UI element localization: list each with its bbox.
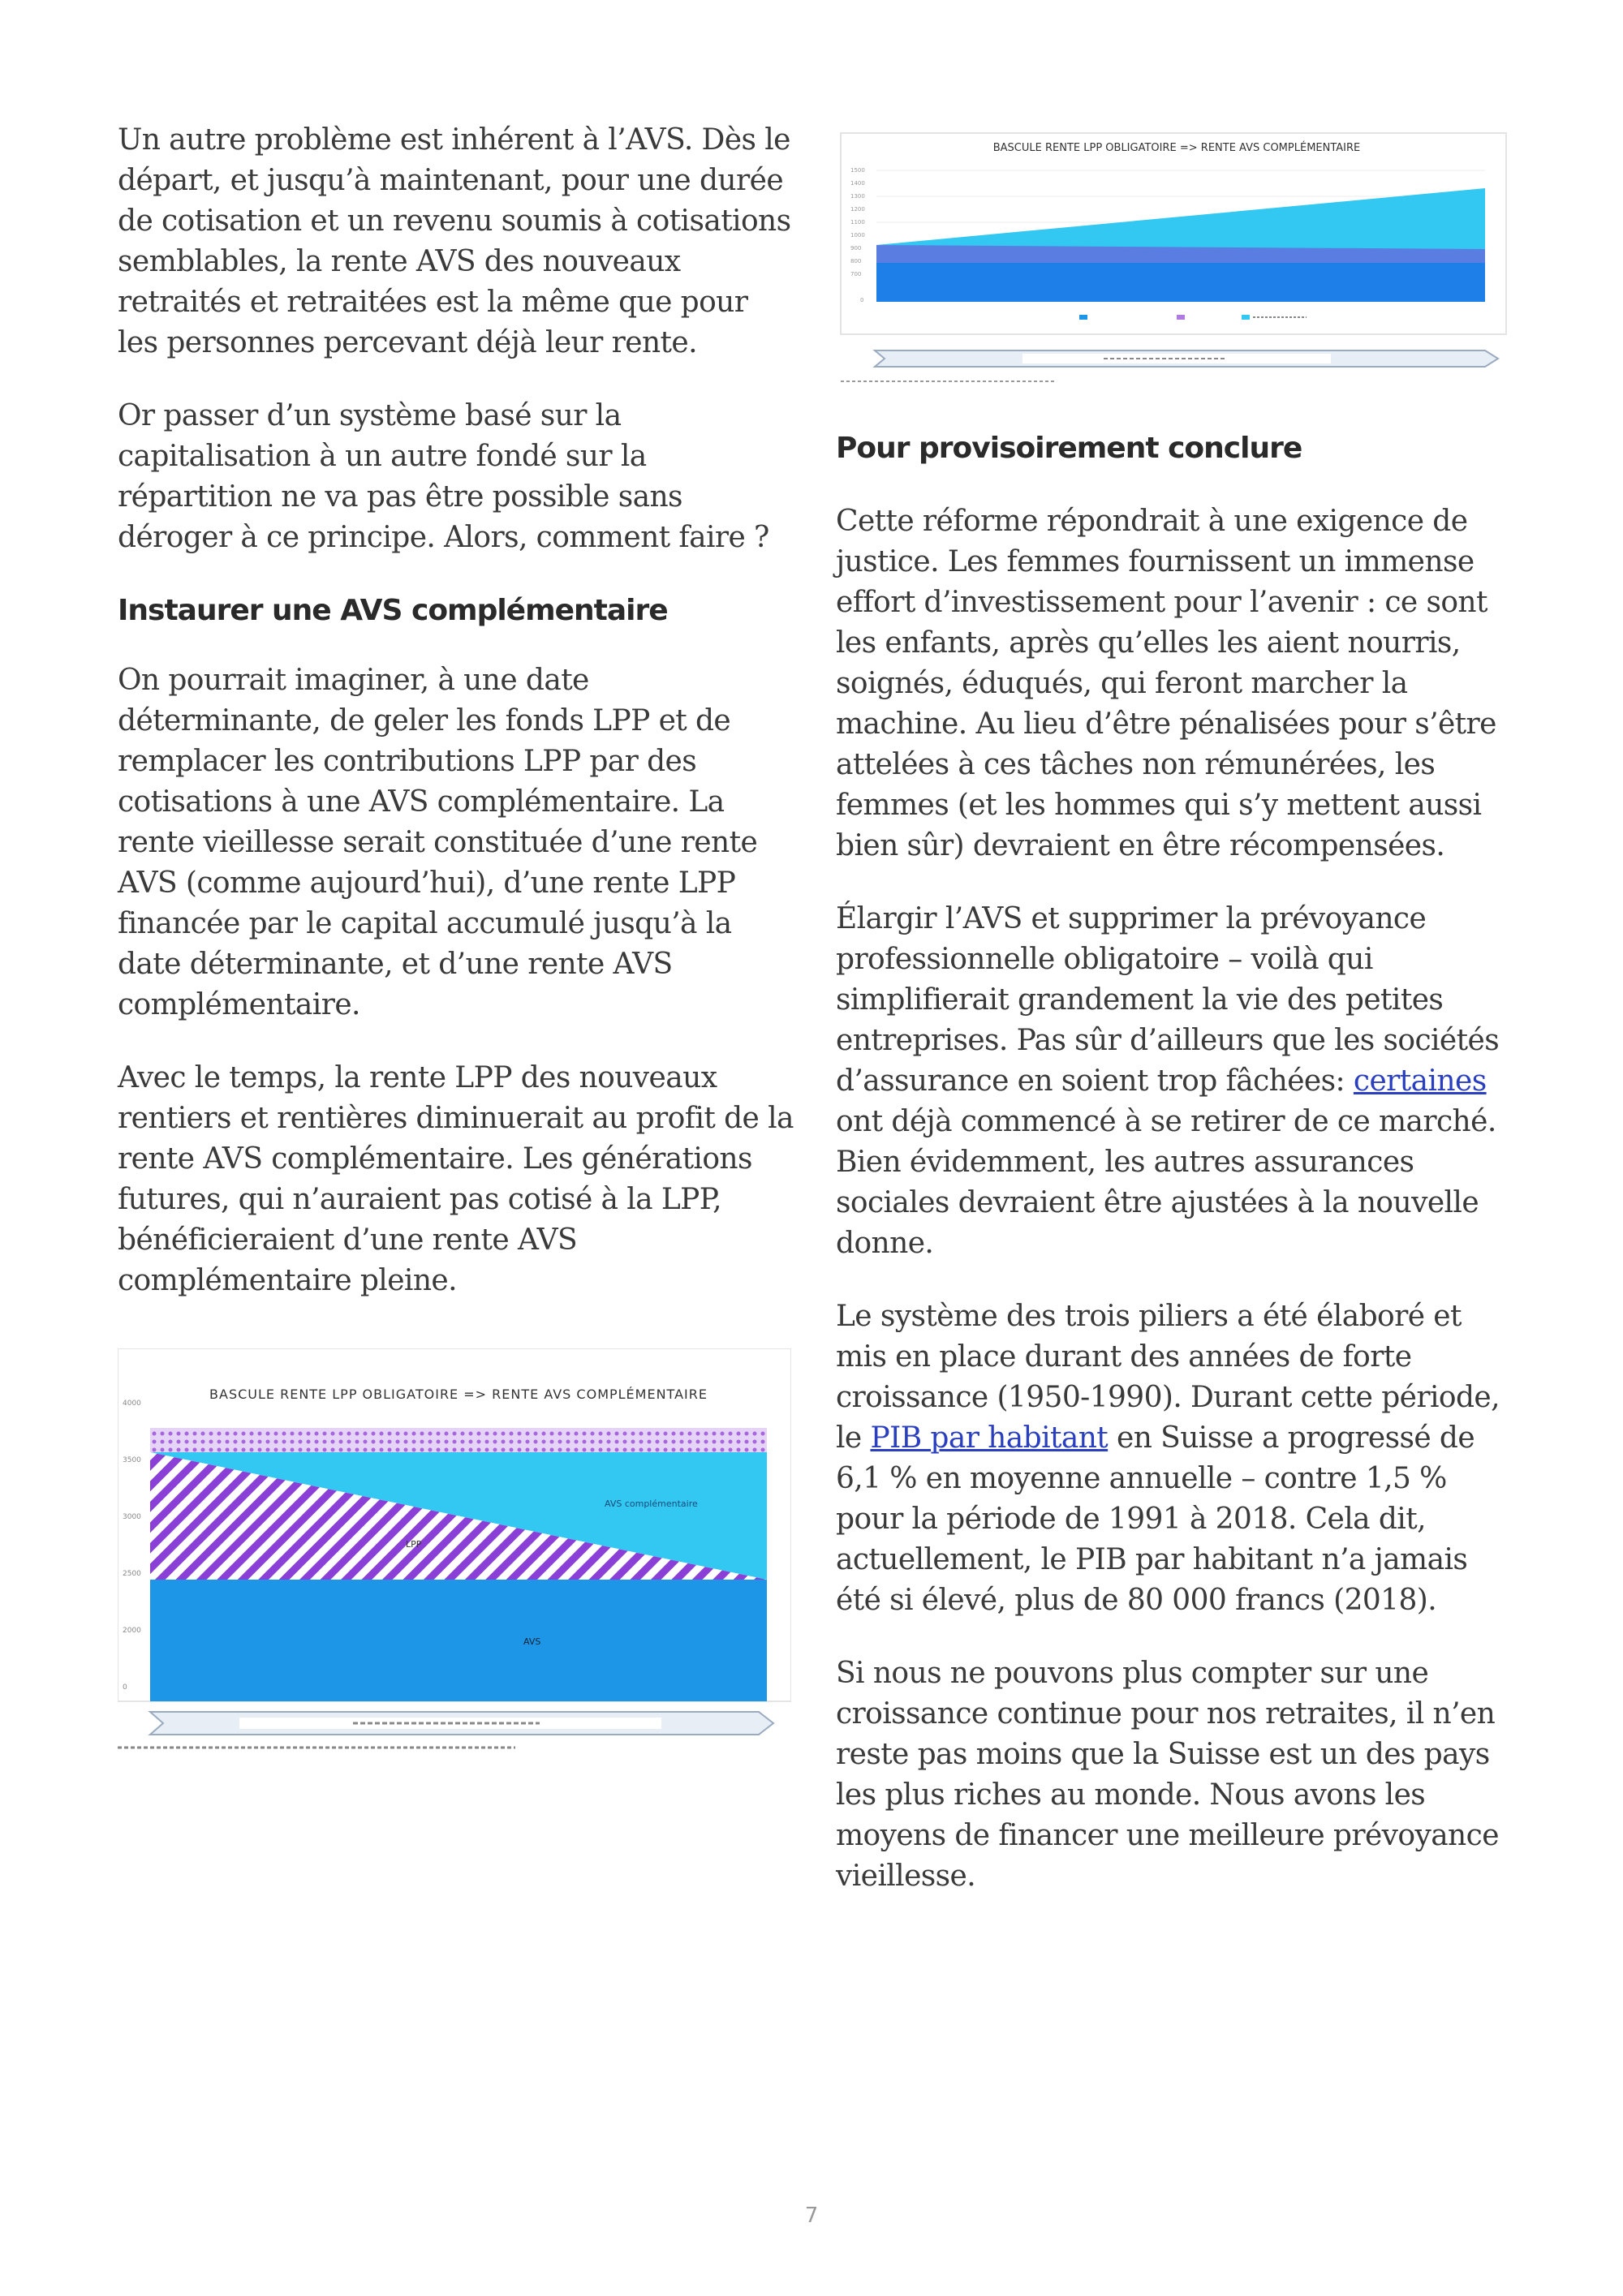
paragraph: Or passer d’un système basé sur la capitalisation à un autre fondé sur la répartition ne va pas être possible sans déroger à ce principe. Alors, comment faire ? — [118, 399, 769, 554]
svg-text:2500: 2500 — [123, 1570, 141, 1578]
section-heading: Instaurer une AVS complémentaire — [118, 594, 668, 627]
svg-text:3500: 3500 — [123, 1456, 141, 1464]
legend-swatch-avs — [1079, 315, 1087, 320]
area-avs — [150, 1580, 767, 1701]
link-certaines[interactable]: certaines — [1353, 1064, 1487, 1098]
chart-bascule-small — [836, 131, 1518, 391]
chart-title: BASCULE RENTE LPP OBLIGATOIRE => RENTE AVS COMPLÉMENTAIRE — [209, 1387, 708, 1402]
svg-text:0: 0 — [860, 297, 864, 303]
svg-text:1300: 1300 — [850, 193, 865, 200]
chart-bascule-large — [118, 1348, 795, 1754]
paragraph-text: Le système des trois piliers a été élaboré et mis en place durant des années de forte croissance (1950-1990). Durant cette période, le — [836, 1300, 1500, 1455]
svg-text:700: 700 — [850, 271, 862, 277]
svg-text:3000: 3000 — [123, 1513, 141, 1521]
paragraph-text: en Suisse a progressé de 6,1 % en moyenne annuelle – contre 1,5 % pour la période de 1991 à 2018. Cela dit, actuellement, le PIB par habitant n’a jamais été si élevé, plus de 80 000 francs (2018). — [836, 1421, 1475, 1617]
paragraph: Un autre problème est inhérent à l’AVS. Dès le départ, et jusqu’à maintenant, pour une durée de cotisation et un revenu soumis à cotisations semblables, la rente AVS des nouveaux retraités et retraitées est la même que pour les personnes percevant déjà leur rente. — [118, 123, 791, 359]
label-avs: AVS — [523, 1636, 541, 1647]
top-band — [150, 1428, 767, 1452]
right-column — [836, 131, 1518, 1929]
svg-text:1100: 1100 — [850, 219, 865, 226]
paragraph — [836, 1296, 1518, 1621]
label-lpp: LPP — [406, 1539, 422, 1550]
chart-small-svg — [836, 131, 1509, 391]
svg-text:1500: 1500 — [850, 167, 865, 174]
legend-swatch-avs-complementaire — [1242, 315, 1250, 320]
link-pib-par-habitant[interactable]: PIB par habitant — [870, 1421, 1109, 1455]
svg-text:900: 900 — [850, 245, 862, 252]
paragraph — [836, 899, 1518, 1264]
page-number: 7 — [804, 2204, 819, 2228]
svg-text:800: 800 — [850, 258, 862, 264]
paragraph-text: ont déjà commencé à se retirer de ce marché. Bien évidemment, les autres assurances sociales devraient être ajustées à la nouvelle donne. — [836, 1105, 1496, 1260]
svg-text:1400: 1400 — [850, 180, 865, 187]
section-heading: Pour provisoirement conclure — [836, 432, 1302, 465]
svg-text:0: 0 — [123, 1683, 127, 1692]
left-column — [118, 120, 795, 1754]
paragraph: Cette réforme répondrait à une exigence de justice. Les femmes fournissent un immense effort d’investissement pour l’avenir : ce sont les enfants, après qu’elles les aient nourris, soignés, éduqués, qui feront marcher la machine. Au lieu d’être pénalisées pour s’être attelées à ces tâches non rémunérées, les femmes (et les hommes qui s’y mettent aussi bien sûr) devraient en être récompensées. — [836, 505, 1496, 862]
chart-title: BASCULE RENTE LPP OBLIGATOIRE => RENTE AVS COMPLÉMENTAIRE — [992, 142, 1361, 154]
label-avs-complementaire: AVS complémentaire — [605, 1498, 698, 1509]
chart-large-svg — [118, 1348, 791, 1754]
svg-text:1000: 1000 — [850, 232, 865, 239]
svg-text:2000: 2000 — [123, 1627, 141, 1635]
svg-text:4000: 4000 — [123, 1400, 141, 1408]
paragraph-text: Élargir l’AVS et supprimer la prévoyance professionnelle obligatoire – voilà qui simplifierait grandement la vie des petites entreprises. Pas sûr d’ailleurs que les sociétés d’assurance en soient trop fâchées: — [836, 902, 1500, 1098]
paragraph: Avec le temps, la rente LPP des nouveaux rentiers et rentières diminuerait au profit de la rente AVS complémentaire. Les générations futures, qui n’auraient pas cotisé à la LPP, bénéficieraient d’une rente AVS complémentaire pleine. — [118, 1061, 794, 1297]
area-avs — [876, 263, 1485, 302]
svg-text:1200: 1200 — [850, 206, 865, 213]
legend-swatch-lpp — [1177, 315, 1185, 320]
paragraph: Si nous ne pouvons plus compter sur une croissance continue pour nos retraites, il n’en reste pas moins que la Suisse est un des pays les plus riches au monde. Nous avons les moyens de financer une meilleure prévoyance vieillesse. — [836, 1657, 1499, 1893]
paragraph: On pourrait imaginer, à une date déterminante, de geler les fonds LPP et de remplacer les contributions LPP par des cotisations à une AVS complémentaire. La rente vieillesse serait constituée d’une rente AVS (comme aujourd’hui), d’une rente LPP financée par le capital accumulé jusqu’à la date déterminante, et d’une rente AVS complémentaire. — [118, 664, 758, 1021]
